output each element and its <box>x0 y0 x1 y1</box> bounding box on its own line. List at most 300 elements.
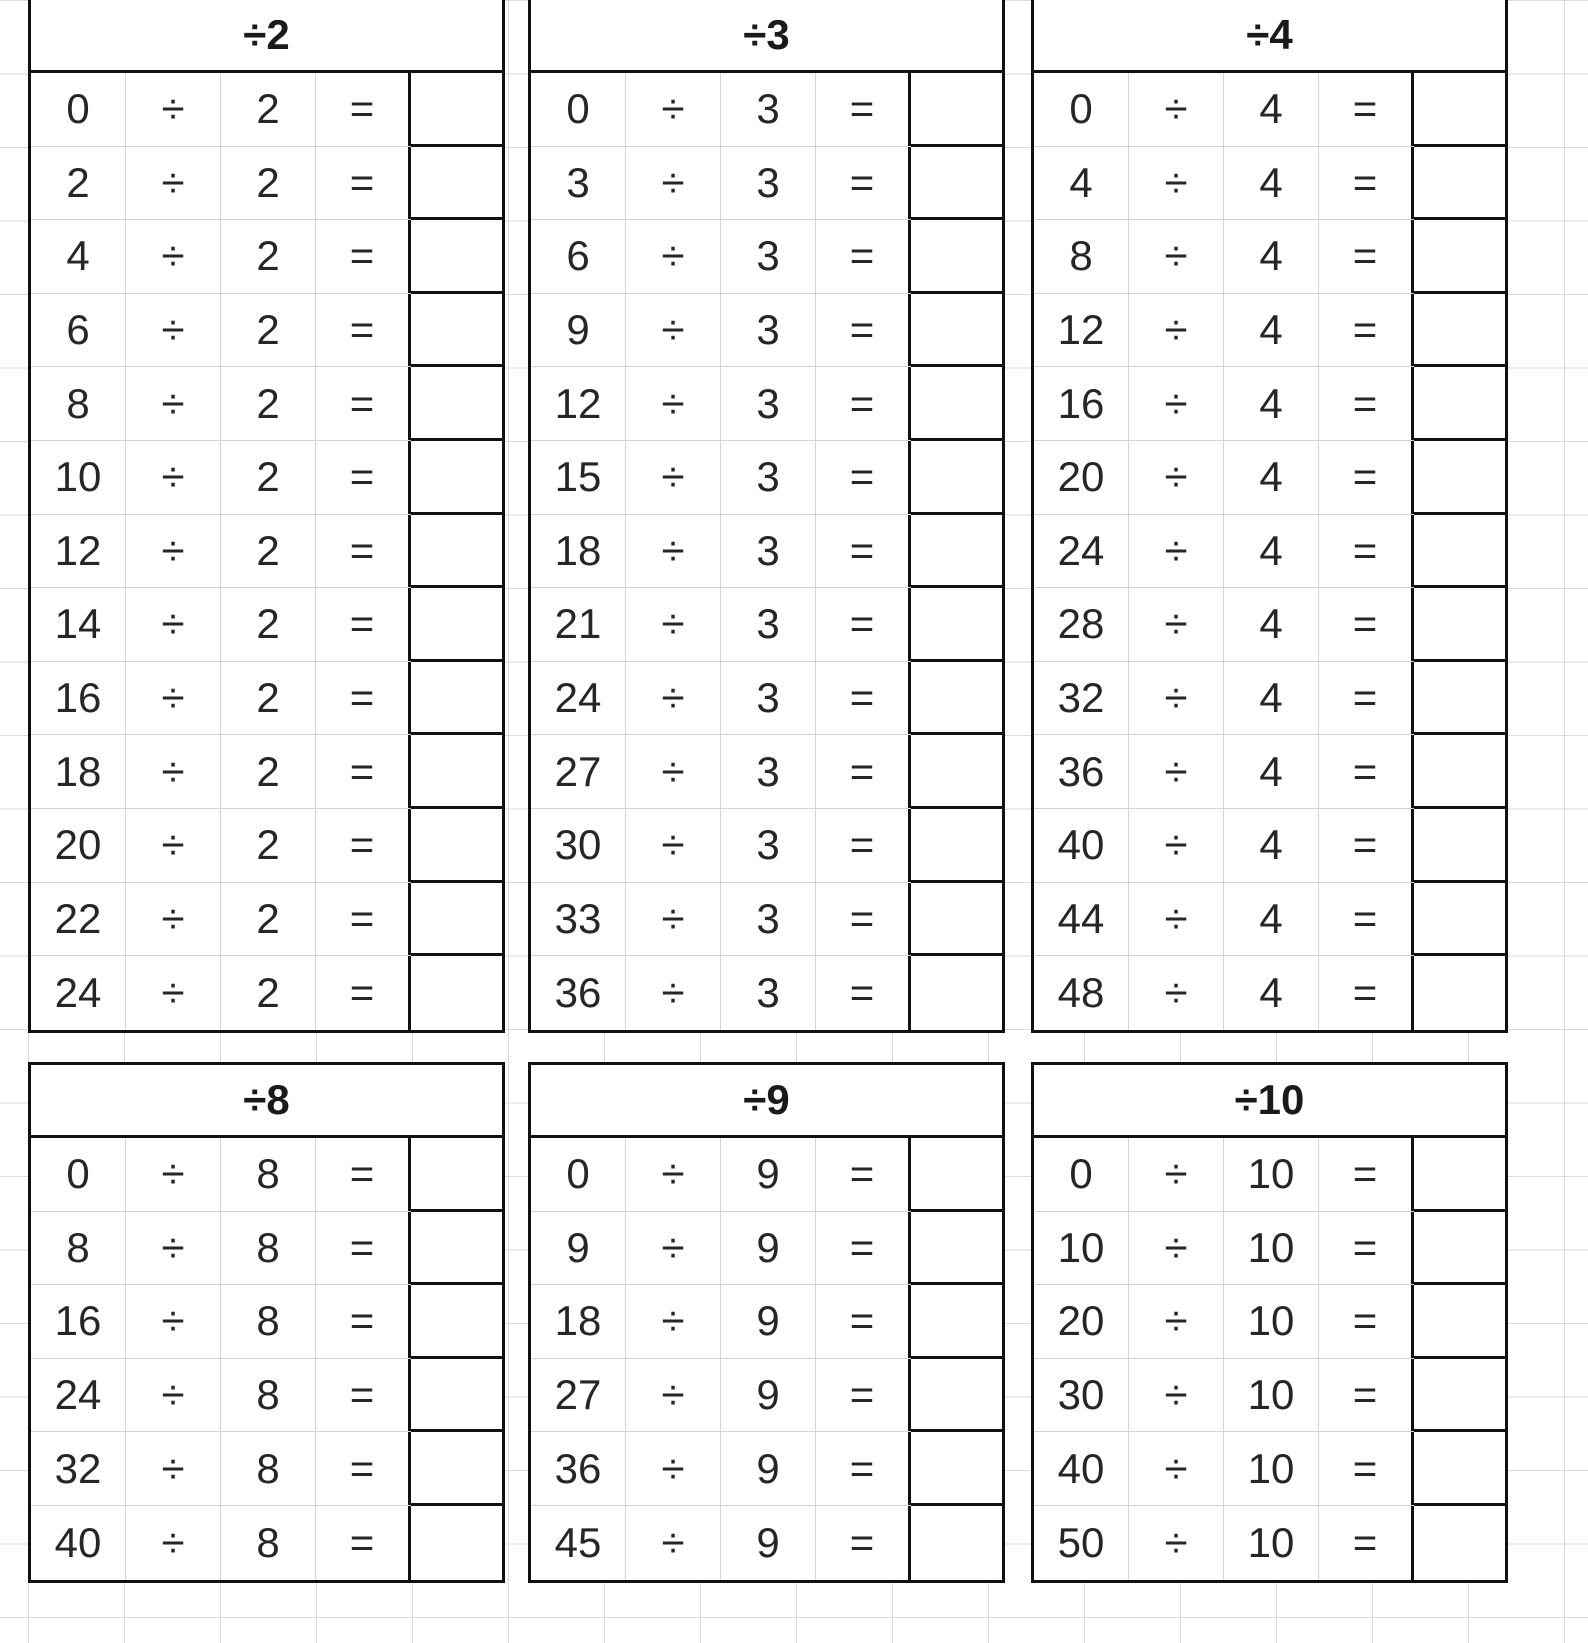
table-row <box>1034 956 1505 1030</box>
division-sign-cell: ÷ <box>126 441 221 514</box>
table-row <box>31 1212 502 1286</box>
dividend-cell: 8 <box>1034 220 1129 293</box>
table-row <box>531 662 1002 736</box>
answer-box[interactable] <box>911 1285 1002 1359</box>
division-sign-cell: ÷ <box>126 1138 221 1211</box>
division-sign-cell: ÷ <box>1129 1212 1224 1285</box>
dividend-cell: 0 <box>1034 73 1129 146</box>
division-sign-cell: ÷ <box>626 1285 721 1358</box>
answer-box[interactable] <box>911 1359 1002 1433</box>
divisor-cell: 2 <box>221 441 316 514</box>
dividend-cell: 27 <box>531 1359 626 1432</box>
dividend-cell: 4 <box>31 220 126 293</box>
answer-box[interactable] <box>411 441 502 515</box>
table-row <box>1034 1285 1505 1359</box>
table-row <box>1034 147 1505 221</box>
dividend-cell: 20 <box>31 809 126 882</box>
answer-box[interactable] <box>1414 367 1505 441</box>
division-sign-cell: ÷ <box>1129 883 1224 956</box>
equals-cell: = <box>1319 441 1414 514</box>
divisor-cell: 2 <box>221 515 316 588</box>
answer-box[interactable] <box>911 588 1002 662</box>
division-table <box>528 1062 1005 1583</box>
division-sign-cell: ÷ <box>126 1432 221 1505</box>
table-row <box>531 809 1002 883</box>
division-sign-cell: ÷ <box>626 220 721 293</box>
divisor-cell: 3 <box>721 367 816 440</box>
divisor-cell: 3 <box>721 588 816 661</box>
dividend-cell: 8 <box>31 367 126 440</box>
dividend-cell: 27 <box>531 735 626 808</box>
answer-box[interactable] <box>411 809 502 883</box>
answer-box[interactable] <box>1414 883 1505 957</box>
divisor-cell: 3 <box>721 294 816 367</box>
division-sign-cell: ÷ <box>1129 809 1224 882</box>
division-sign-cell: ÷ <box>126 515 221 588</box>
answer-box[interactable] <box>1414 515 1505 589</box>
equals-cell: = <box>1319 73 1414 146</box>
division-sign-cell: ÷ <box>1129 1359 1224 1432</box>
divisor-cell: 10 <box>1224 1506 1319 1580</box>
equals-cell: = <box>816 809 911 882</box>
division-sign-cell: ÷ <box>626 588 721 661</box>
answer-box[interactable] <box>911 1432 1002 1506</box>
answer-box[interactable] <box>411 294 502 368</box>
table-row <box>31 956 502 1030</box>
dividend-cell: 6 <box>31 294 126 367</box>
divisor-cell: 8 <box>221 1432 316 1505</box>
dividend-cell: 32 <box>1034 662 1129 735</box>
divisor-cell: 9 <box>721 1285 816 1358</box>
equals-cell: = <box>1319 883 1414 956</box>
answer-box[interactable] <box>411 220 502 294</box>
answer-box[interactable] <box>911 441 1002 515</box>
answer-box[interactable] <box>411 1432 502 1506</box>
division-sign-cell: ÷ <box>626 662 721 735</box>
divisor-cell: 10 <box>1224 1359 1319 1432</box>
equals-cell: = <box>816 1285 911 1358</box>
dividend-cell: 15 <box>531 441 626 514</box>
equals-cell: = <box>1319 809 1414 882</box>
divisor-cell: 4 <box>1224 294 1319 367</box>
table-row <box>531 73 1002 147</box>
dividend-cell: 10 <box>31 441 126 514</box>
division-sign-cell: ÷ <box>126 588 221 661</box>
answer-box[interactable] <box>411 662 502 736</box>
equals-cell: = <box>816 956 911 1030</box>
division-sign-cell: ÷ <box>126 1212 221 1285</box>
dividend-cell: 18 <box>31 735 126 808</box>
answer-box[interactable] <box>911 1506 1002 1580</box>
divisor-cell: 9 <box>721 1138 816 1211</box>
table-row <box>1034 735 1505 809</box>
divisor-cell: 3 <box>721 515 816 588</box>
divisor-cell: 4 <box>1224 735 1319 808</box>
answer-box[interactable] <box>411 735 502 809</box>
answer-box[interactable] <box>1414 735 1505 809</box>
equals-cell: = <box>816 515 911 588</box>
answer-box[interactable] <box>411 1506 502 1580</box>
divisor-cell: 4 <box>1224 367 1319 440</box>
table-row <box>531 956 1002 1030</box>
equals-cell: = <box>816 441 911 514</box>
division-sign-cell: ÷ <box>626 367 721 440</box>
dividend-cell: 9 <box>531 294 626 367</box>
division-sign-cell: ÷ <box>626 294 721 367</box>
division-sign-cell: ÷ <box>126 735 221 808</box>
dividend-cell: 8 <box>31 1212 126 1285</box>
divisor-cell: 3 <box>721 220 816 293</box>
answer-box[interactable] <box>911 883 1002 957</box>
divisor-cell: 3 <box>721 735 816 808</box>
dividend-cell: 21 <box>531 588 626 661</box>
equals-cell: = <box>316 662 411 735</box>
divisor-cell: 4 <box>1224 809 1319 882</box>
division-sign-cell: ÷ <box>626 809 721 882</box>
equals-cell: = <box>816 1212 911 1285</box>
answer-box[interactable] <box>1414 809 1505 883</box>
equals-cell: = <box>816 367 911 440</box>
answer-box[interactable] <box>1414 73 1505 147</box>
answer-box[interactable] <box>911 809 1002 883</box>
table-row <box>31 1138 502 1212</box>
answer-box[interactable] <box>911 1138 1002 1212</box>
equals-cell: = <box>816 147 911 220</box>
answer-box[interactable] <box>411 883 502 957</box>
dividend-cell: 40 <box>1034 809 1129 882</box>
answer-box[interactable] <box>411 147 502 221</box>
divisor-cell: 2 <box>221 147 316 220</box>
answer-box[interactable] <box>911 1212 1002 1286</box>
answer-box[interactable] <box>911 735 1002 809</box>
answer-box[interactable] <box>911 367 1002 441</box>
equals-cell: = <box>316 1506 411 1580</box>
divisor-cell: 3 <box>721 662 816 735</box>
table-row <box>1034 367 1505 441</box>
division-sign-cell: ÷ <box>126 147 221 220</box>
divisor-cell: 2 <box>221 662 316 735</box>
table-row <box>1034 662 1505 736</box>
division-sign-cell: ÷ <box>626 515 721 588</box>
division-sign-cell: ÷ <box>1129 220 1224 293</box>
equals-cell: = <box>816 73 911 146</box>
equals-cell: = <box>816 735 911 808</box>
answer-box[interactable] <box>911 147 1002 221</box>
division-sign-cell: ÷ <box>1129 1285 1224 1358</box>
answer-box[interactable] <box>1414 1432 1505 1506</box>
divisor-cell: 2 <box>221 73 316 146</box>
dividend-cell: 36 <box>1034 735 1129 808</box>
divisor-cell: 9 <box>721 1506 816 1580</box>
table-row <box>1034 1212 1505 1286</box>
equals-cell: = <box>316 73 411 146</box>
dividend-cell: 16 <box>31 662 126 735</box>
division-sign-cell: ÷ <box>1129 367 1224 440</box>
table-row <box>31 515 502 589</box>
table-row <box>531 1432 1002 1506</box>
answer-box[interactable] <box>1414 956 1505 1030</box>
dividend-cell: 12 <box>31 515 126 588</box>
table-row <box>31 883 502 957</box>
equals-cell: = <box>316 588 411 661</box>
table-row <box>1034 588 1505 662</box>
table-row <box>1034 809 1505 883</box>
answer-box[interactable] <box>1414 294 1505 368</box>
division-sign-cell: ÷ <box>1129 441 1224 514</box>
equals-cell: = <box>1319 515 1414 588</box>
division-sign-cell: ÷ <box>626 441 721 514</box>
table-row <box>31 220 502 294</box>
answer-box[interactable] <box>1414 1359 1505 1433</box>
answer-box[interactable] <box>911 956 1002 1030</box>
equals-cell: = <box>1319 1138 1414 1211</box>
table-row <box>31 735 502 809</box>
divisor-cell: 3 <box>721 441 816 514</box>
division-sign-cell: ÷ <box>126 220 221 293</box>
dividend-cell: 40 <box>1034 1432 1129 1505</box>
answer-box[interactable] <box>411 956 502 1030</box>
division-sign-cell: ÷ <box>1129 588 1224 661</box>
divisor-cell: 10 <box>1224 1212 1319 1285</box>
table-row <box>1034 1359 1505 1433</box>
divisor-cell: 9 <box>721 1212 816 1285</box>
division-sign-cell: ÷ <box>126 883 221 956</box>
table-row <box>531 441 1002 515</box>
divisor-cell: 4 <box>1224 588 1319 661</box>
dividend-cell: 44 <box>1034 883 1129 956</box>
dividend-cell: 3 <box>531 147 626 220</box>
dividend-cell: 45 <box>531 1506 626 1580</box>
dividend-cell: 24 <box>31 1359 126 1432</box>
dividend-cell: 0 <box>531 73 626 146</box>
table-row <box>31 1285 502 1359</box>
dividend-cell: 4 <box>1034 147 1129 220</box>
division-sign-cell: ÷ <box>1129 294 1224 367</box>
division-table <box>1031 1062 1508 1583</box>
dividend-cell: 16 <box>31 1285 126 1358</box>
dividend-cell: 16 <box>1034 367 1129 440</box>
divisor-cell: 3 <box>721 809 816 882</box>
table-row <box>531 147 1002 221</box>
division-sign-cell: ÷ <box>626 735 721 808</box>
table-row <box>31 294 502 368</box>
equals-cell: = <box>316 1138 411 1211</box>
equals-cell: = <box>316 515 411 588</box>
equals-cell: = <box>316 367 411 440</box>
answer-box[interactable] <box>1414 441 1505 515</box>
divisor-cell: 4 <box>1224 147 1319 220</box>
answer-box[interactable] <box>1414 662 1505 736</box>
division-sign-cell: ÷ <box>626 147 721 220</box>
answer-box[interactable] <box>911 662 1002 736</box>
table-row <box>31 1432 502 1506</box>
equals-cell: = <box>316 735 411 808</box>
equals-cell: = <box>816 662 911 735</box>
division-table <box>28 0 505 1033</box>
equals-cell: = <box>316 1212 411 1285</box>
answer-box[interactable] <box>911 294 1002 368</box>
equals-cell: = <box>316 956 411 1030</box>
equals-cell: = <box>1319 662 1414 735</box>
dividend-cell: 0 <box>31 1138 126 1211</box>
division-sign-cell: ÷ <box>126 1359 221 1432</box>
equals-cell: = <box>1319 956 1414 1030</box>
answer-box[interactable] <box>411 1359 502 1433</box>
answer-box[interactable] <box>1414 1138 1505 1212</box>
divisor-cell: 10 <box>1224 1138 1319 1211</box>
table-row <box>531 1212 1002 1286</box>
divisor-cell: 2 <box>221 956 316 1030</box>
dividend-cell: 9 <box>531 1212 626 1285</box>
division-sign-cell: ÷ <box>126 1506 221 1580</box>
equals-cell: = <box>316 1432 411 1505</box>
table-row <box>531 1506 1002 1580</box>
divisor-cell: 4 <box>1224 515 1319 588</box>
equals-cell: = <box>816 588 911 661</box>
divisor-cell: 8 <box>221 1212 316 1285</box>
table-row <box>31 147 502 221</box>
table-row <box>1034 220 1505 294</box>
division-sign-cell: ÷ <box>626 956 721 1030</box>
division-sign-cell: ÷ <box>1129 1506 1224 1580</box>
dividend-cell: 24 <box>1034 515 1129 588</box>
divisor-cell: 9 <box>721 1432 816 1505</box>
table-row <box>531 294 1002 368</box>
answer-box[interactable] <box>1414 1212 1505 1286</box>
dividend-cell: 28 <box>1034 588 1129 661</box>
dividend-cell: 22 <box>31 883 126 956</box>
division-sign-cell: ÷ <box>626 1212 721 1285</box>
table-row <box>531 1359 1002 1433</box>
table-row <box>531 588 1002 662</box>
table-row <box>531 220 1002 294</box>
equals-cell: = <box>1319 1359 1414 1432</box>
answer-box[interactable] <box>411 515 502 589</box>
dividend-cell: 32 <box>31 1432 126 1505</box>
equals-cell: = <box>1319 1432 1414 1505</box>
divisor-cell: 2 <box>221 735 316 808</box>
division-sign-cell: ÷ <box>626 1359 721 1432</box>
equals-cell: = <box>816 1432 911 1505</box>
equals-cell: = <box>1319 294 1414 367</box>
table-row <box>31 809 502 883</box>
table-row <box>1034 1138 1505 1212</box>
divisor-cell: 2 <box>221 588 316 661</box>
answer-box[interactable] <box>911 73 1002 147</box>
answer-box[interactable] <box>411 1285 502 1359</box>
equals-cell: = <box>316 441 411 514</box>
table-title: ÷4 <box>1034 0 1505 73</box>
dividend-cell: 33 <box>531 883 626 956</box>
equals-cell: = <box>1319 1212 1414 1285</box>
division-table <box>1031 0 1508 1033</box>
answer-box[interactable] <box>911 220 1002 294</box>
division-sign-cell: ÷ <box>126 956 221 1030</box>
divisor-cell: 8 <box>221 1285 316 1358</box>
equals-cell: = <box>1319 735 1414 808</box>
division-sign-cell: ÷ <box>126 294 221 367</box>
divisor-cell: 4 <box>1224 73 1319 146</box>
division-sign-cell: ÷ <box>626 1506 721 1580</box>
answer-box[interactable] <box>411 73 502 147</box>
dividend-cell: 10 <box>1034 1212 1129 1285</box>
answer-box[interactable] <box>911 515 1002 589</box>
table-row <box>1034 515 1505 589</box>
dividend-cell: 30 <box>531 809 626 882</box>
division-table <box>28 1062 505 1583</box>
equals-cell: = <box>816 1138 911 1211</box>
division-sign-cell: ÷ <box>126 73 221 146</box>
answer-box[interactable] <box>1414 1506 1505 1580</box>
table-row <box>31 1506 502 1580</box>
equals-cell: = <box>816 294 911 367</box>
equals-cell: = <box>816 220 911 293</box>
dividend-cell: 40 <box>31 1506 126 1580</box>
division-sign-cell: ÷ <box>126 367 221 440</box>
dividend-cell: 18 <box>531 1285 626 1358</box>
equals-cell: = <box>316 147 411 220</box>
divisor-cell: 10 <box>1224 1285 1319 1358</box>
divisor-cell: 3 <box>721 883 816 956</box>
dividend-cell: 18 <box>531 515 626 588</box>
divisor-cell: 8 <box>221 1138 316 1211</box>
divisor-cell: 4 <box>1224 441 1319 514</box>
division-sign-cell: ÷ <box>1129 147 1224 220</box>
table-title: ÷10 <box>1034 1065 1505 1138</box>
answer-box[interactable] <box>1414 147 1505 221</box>
table-row <box>31 367 502 441</box>
division-sign-cell: ÷ <box>1129 1432 1224 1505</box>
divisor-cell: 3 <box>721 956 816 1030</box>
divisor-cell: 4 <box>1224 883 1319 956</box>
division-sign-cell: ÷ <box>626 1138 721 1211</box>
divisor-cell: 4 <box>1224 220 1319 293</box>
answer-box[interactable] <box>411 588 502 662</box>
answer-box[interactable] <box>1414 588 1505 662</box>
divisor-cell: 9 <box>721 1359 816 1432</box>
equals-cell: = <box>816 1359 911 1432</box>
dividend-cell: 24 <box>531 662 626 735</box>
table-row <box>1034 441 1505 515</box>
dividend-cell: 6 <box>531 220 626 293</box>
dividend-cell: 12 <box>1034 294 1129 367</box>
answer-box[interactable] <box>411 1138 502 1212</box>
equals-cell: = <box>1319 147 1414 220</box>
table-row <box>531 1138 1002 1212</box>
divisor-cell: 10 <box>1224 1432 1319 1505</box>
table-row <box>1034 73 1505 147</box>
table-row <box>1034 883 1505 957</box>
answer-box[interactable] <box>411 1212 502 1286</box>
table-title: ÷3 <box>531 0 1002 73</box>
answer-box[interactable] <box>1414 220 1505 294</box>
table-row <box>31 73 502 147</box>
division-sign-cell: ÷ <box>126 809 221 882</box>
division-sign-cell: ÷ <box>1129 1138 1224 1211</box>
answer-box[interactable] <box>1414 1285 1505 1359</box>
division-sign-cell: ÷ <box>626 883 721 956</box>
equals-cell: = <box>1319 220 1414 293</box>
equals-cell: = <box>816 883 911 956</box>
table-row <box>531 515 1002 589</box>
dividend-cell: 0 <box>531 1138 626 1211</box>
table-row <box>1034 294 1505 368</box>
division-sign-cell: ÷ <box>1129 73 1224 146</box>
table-row <box>531 883 1002 957</box>
answer-box[interactable] <box>411 367 502 441</box>
divisor-cell: 4 <box>1224 956 1319 1030</box>
table-title: ÷2 <box>31 0 502 73</box>
